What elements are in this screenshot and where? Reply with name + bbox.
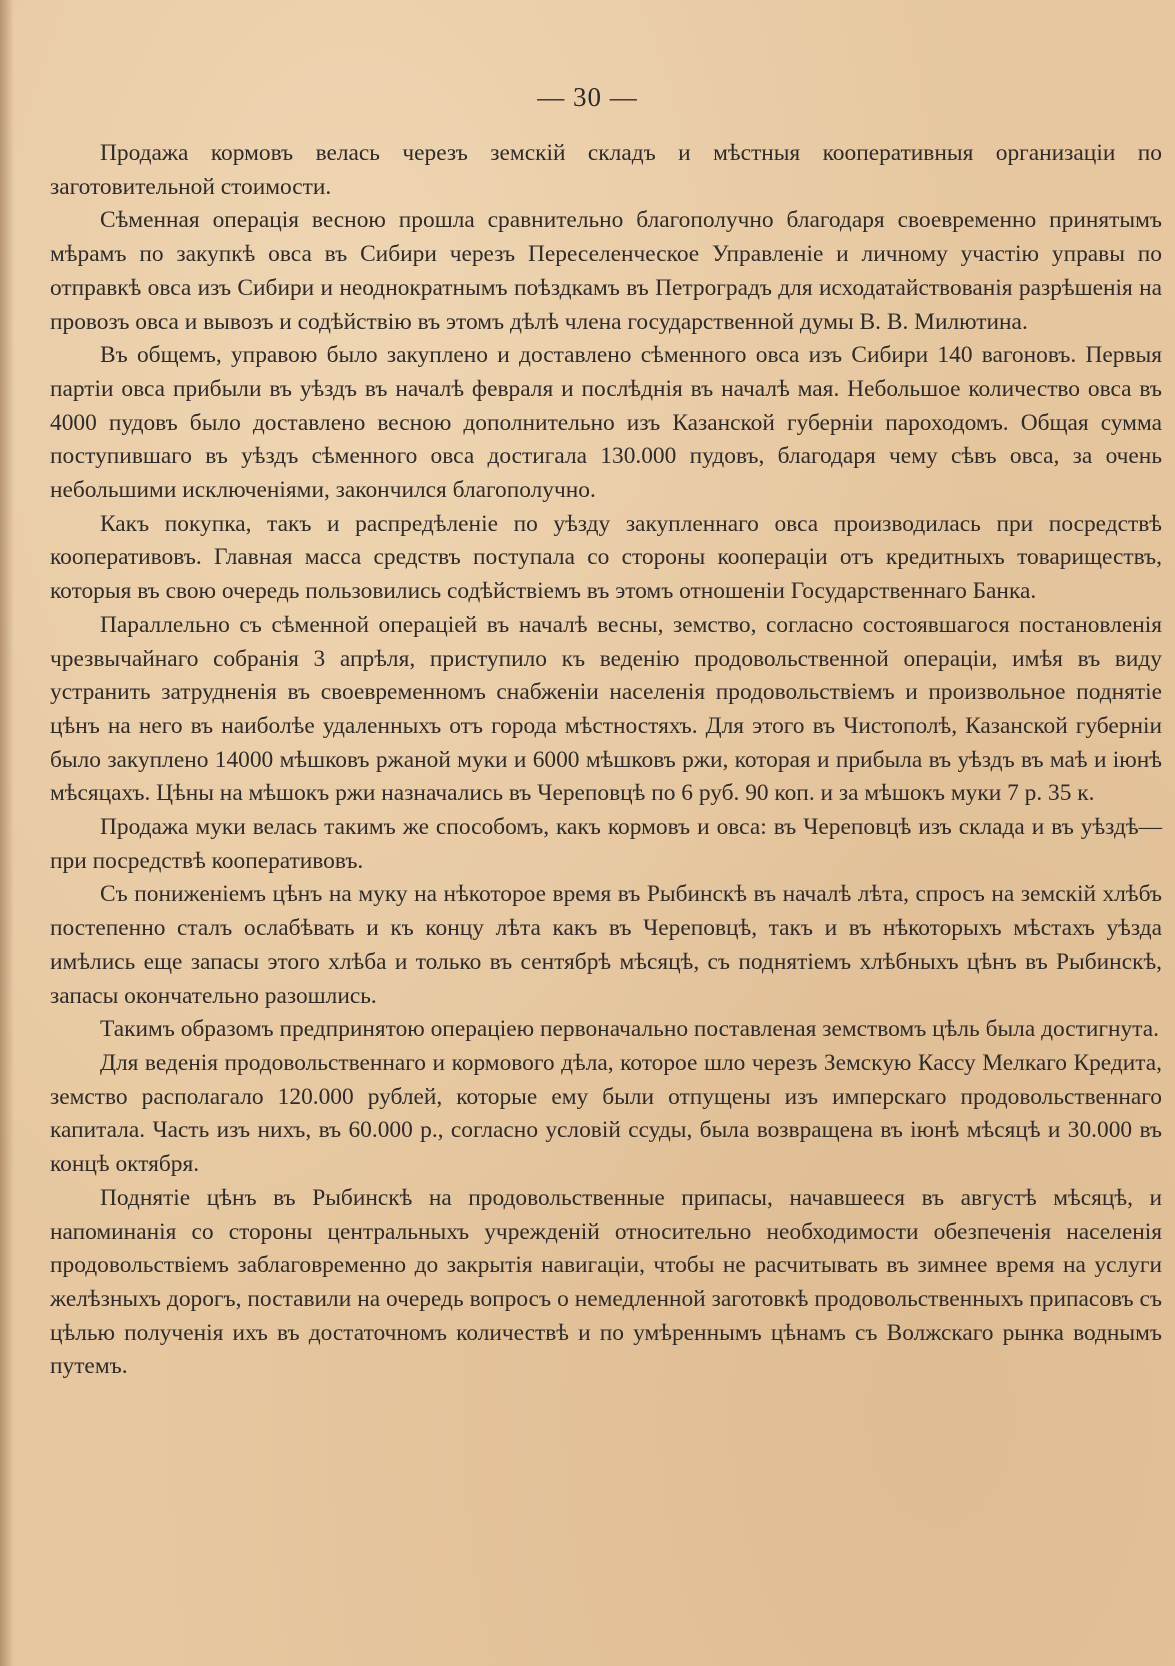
page-edge-shadow: [0, 0, 14, 1666]
paragraph: Такимъ образомъ предпринятою операціею первоначально поставленая земствомъ цѣль была достигнута.: [100, 1016, 1159, 1043]
body-text: [50, 137, 1162, 1384]
paragraph: Въ общемъ, управою было закуплено и доставлено сѣменного овса изъ Сибири 140 вагоновъ. Первыя партіи овса прибыли въ уѣздъ въ началѣ февраля и послѣднія въ началѣ мая. Небольшое количество овса въ 4000 пудовъ было доставлено весною дополнительно изъ Казанской губерніи пароходомъ. Общая сумма поступившаго въ уѣздъ сѣменного овса достигала 130.000 пудовъ, благодаря чему сѣвъ овса, за очень небольшими исключеніями, закончился благополучно.: [50, 342, 1162, 504]
paragraph: Какъ покупка, такъ и распредѣленіе по уѣзду закупленнаго овса производилась при посредствѣ кооперативовъ. Главная масса средствъ поступала со стороны коопераціи отъ кредитныхъ товариществъ, которыя въ свою очередь пользовились содѣйствіемъ въ этомъ отношеніи Государственнаго Банка.: [50, 510, 1162, 605]
paragraph: Продажа кормовъ велась черезъ земскій складъ и мѣстныя кооперативныя организаціи по заготовительной стоимости.: [50, 140, 1162, 200]
paragraph: Съ пониженіемъ цѣнъ на муку на нѣкоторое время въ Рыбинскѣ въ началѣ лѣта, спросъ на земскій хлѣбъ постепенно сталъ ослабѣвать и къ концу лѣта какъ въ Череповцѣ, такъ и въ нѣкоторыхъ мѣстахъ уѣзда имѣлись еще запасы этого хлѣба и только въ сентябрѣ мѣсяцѣ, съ поднятіемъ хлѣбныхъ цѣнъ въ Рыбинскѣ, запасы окончательно разошлись.: [50, 881, 1162, 1009]
page-number: — 30 —: [537, 82, 638, 112]
paragraph: Поднятіе цѣнъ въ Рыбинскѣ на продовольственные припасы, начавшееся въ августѣ мѣсяцѣ, и напоминанія со стороны центральныхъ учрежденій относительно необходимости обезпеченія населенія продовольствіемъ заблаговременно до закрытія навигаціи, чтобы не расчитывать въ зимнее время на услуги желѣзныхъ дорогъ, поставили на очередь вопросъ о немедленной заготовкѣ продовольственныхъ припасовъ съ цѣлью полученія ихъ въ достаточномъ количествѣ и по умѣреннымъ цѣнамъ съ Волжскаго рынка воднымъ путемъ.: [50, 1184, 1162, 1380]
paragraph: Для веденія продовольственнаго и кормового дѣла, которое шло черезъ Земскую Кассу Мелкаго Кредита, земство располагало 120.000 рублей, которые ему были отпущены изъ имперскаго продовольственнаго капитала. Часть изъ нихъ, въ 60.000 р., согласно условій ссуды, была возвращена въ іюнѣ мѣсяцѣ и 30.000 въ концѣ октября.: [50, 1049, 1162, 1178]
paragraph: Продажа муки велась такимъ же способомъ, какъ кормовъ и овса: въ Череповцѣ изъ склада и въ уѣздѣ—при посредствѣ кооперативовъ.: [50, 814, 1162, 874]
paragraph: Параллельно съ сѣменной операціей въ началѣ весны, земство, согласно состоявшагося постановленія чрезвычайнаго собранія 3 апрѣля, приступило къ веденію продовольственной операціи, имѣя въ виду устранить затрудненія въ своевременномъ снабженіи населенія продовольствіемъ и произвольное поднятіе цѣнъ на него въ наиболѣе удаленныхъ отъ города мѣстностяхъ. Для этого въ Чистополѣ, Казанской губерніи было закуплено 14000 мѣшковъ ржаной муки и 6000 мѣшковъ ржи, которая и прибыла въ уѣздъ въ маѣ и іюнѣ мѣсяцахъ. Цѣны на мѣшокъ ржи назначались въ Череповцѣ по 6 руб. 90 коп. и за мѣшокъ муки 7 р. 35 к.: [50, 611, 1162, 807]
paragraph: Сѣменная операція весною прошла сравнительно благополучно благодаря своевременно принятымъ мѣрамъ по закупкѣ овса въ Сибири черезъ Переселенческое Управленіе и личному участію управы по отправкѣ овса изъ Сибири и неоднократнымъ поѣздкамъ въ Петроградъ для исходатайствованія разрѣшенія на провозъ овса и вывозъ и содѣйствію въ этомъ дѣлѣ члена государственной думы В. В. Милютина.: [50, 207, 1162, 335]
